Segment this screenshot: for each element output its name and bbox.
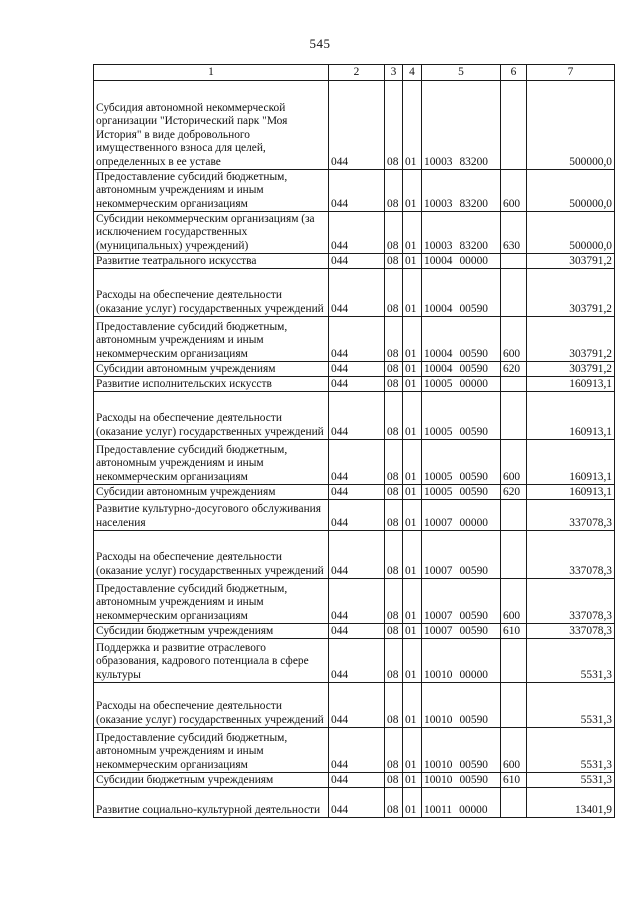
row-ministry-code: 044	[329, 728, 385, 773]
row-target-code-direction: 00000	[459, 377, 488, 390]
table-row	[94, 170, 615, 212]
row-target-code-program: 10007	[424, 516, 453, 529]
row-target-code-direction: 00000	[459, 668, 488, 681]
row-target-code	[422, 485, 501, 500]
row-target-code-program: 10005	[424, 377, 453, 390]
row-target-code	[422, 269, 501, 317]
row-section-code: 08	[385, 683, 403, 728]
row-target-code	[422, 170, 501, 212]
row-target-code	[422, 728, 501, 773]
row-target-code-program: 10004	[424, 347, 453, 360]
row-target-code-direction: 00000	[459, 254, 488, 267]
row-target-code-direction: 83200	[459, 197, 488, 210]
row-target-code-program: 10003	[424, 197, 453, 210]
row-amount: 160913,1	[527, 485, 615, 500]
row-amount: 303791,2	[527, 269, 615, 317]
row-expense-type-code: 620	[501, 485, 527, 500]
row-subsection-code: 01	[403, 212, 422, 254]
table-row	[94, 728, 615, 773]
row-name: Развитие театрального искусства	[94, 254, 329, 269]
row-expense-type-code	[501, 788, 527, 818]
row-amount: 500000,0	[527, 212, 615, 254]
row-section-code: 08	[385, 500, 403, 531]
row-ministry-code: 044	[329, 212, 385, 254]
row-section-code: 08	[385, 440, 403, 485]
row-name: Субсидии бюджетным учреждениям	[94, 773, 329, 788]
row-amount: 5531,3	[527, 728, 615, 773]
row-ministry-code: 044	[329, 788, 385, 818]
row-section-code: 08	[385, 81, 403, 170]
row-target-code-direction: 00590	[459, 758, 488, 771]
table-row	[94, 773, 615, 788]
column-header-4: 4	[403, 65, 422, 81]
row-target-code	[422, 639, 501, 683]
row-amount: 5531,3	[527, 639, 615, 683]
row-section-code: 08	[385, 392, 403, 440]
row-target-code-direction: 00590	[459, 347, 488, 360]
row-amount: 160913,1	[527, 440, 615, 485]
row-ministry-code: 044	[329, 81, 385, 170]
row-amount: 303791,2	[527, 254, 615, 269]
row-expense-type-code	[501, 639, 527, 683]
row-target-code-direction: 00590	[459, 773, 488, 786]
row-expense-type-code: 610	[501, 773, 527, 788]
row-target-code-program: 10003	[424, 155, 453, 168]
row-target-code-direction: 00000	[459, 803, 488, 816]
row-expense-type-code: 600	[501, 728, 527, 773]
budget-table	[93, 64, 615, 818]
row-subsection-code: 01	[403, 683, 422, 728]
row-subsection-code: 01	[403, 170, 422, 212]
row-section-code: 08	[385, 212, 403, 254]
row-subsection-code: 01	[403, 500, 422, 531]
row-target-code-direction: 00590	[459, 564, 488, 577]
row-section-code: 08	[385, 377, 403, 392]
row-amount: 303791,2	[527, 362, 615, 377]
row-target-code-direction: 00590	[459, 485, 488, 498]
row-section-code: 08	[385, 579, 403, 624]
row-expense-type-code	[501, 269, 527, 317]
column-header-2: 2	[329, 65, 385, 81]
row-target-code	[422, 624, 501, 639]
row-target-code-direction: 00590	[459, 470, 488, 483]
row-amount: 5531,3	[527, 683, 615, 728]
row-target-code-program: 10010	[424, 758, 453, 771]
row-section-code: 08	[385, 485, 403, 500]
row-name: Субсидии автономным учреждениям	[94, 485, 329, 500]
row-expense-type-code: 600	[501, 579, 527, 624]
row-target-code	[422, 317, 501, 362]
row-ministry-code: 044	[329, 317, 385, 362]
row-expense-type-code: 600	[501, 440, 527, 485]
row-target-code-program: 10007	[424, 564, 453, 577]
row-section-code: 08	[385, 269, 403, 317]
row-expense-type-code: 600	[501, 317, 527, 362]
row-target-code	[422, 254, 501, 269]
row-target-code-direction: 00590	[459, 609, 488, 622]
row-target-code-direction: 00590	[459, 624, 488, 637]
row-target-code	[422, 579, 501, 624]
row-target-code-direction: 83200	[459, 155, 488, 168]
table-row	[94, 212, 615, 254]
row-subsection-code: 01	[403, 531, 422, 579]
row-target-code-direction: 00590	[459, 302, 488, 315]
table-row	[94, 485, 615, 500]
row-expense-type-code	[501, 81, 527, 170]
row-target-code	[422, 81, 501, 170]
row-target-code-program: 10004	[424, 362, 453, 375]
row-target-code-direction: 83200	[459, 239, 488, 252]
row-subsection-code: 01	[403, 639, 422, 683]
row-amount: 13401,9	[527, 788, 615, 818]
row-subsection-code: 01	[403, 440, 422, 485]
row-name: Субсидии бюджетным учреждениям	[94, 624, 329, 639]
row-target-code-program: 10005	[424, 470, 453, 483]
table-row	[94, 788, 615, 818]
row-subsection-code: 01	[403, 81, 422, 170]
table-row	[94, 579, 615, 624]
row-name: Субсидия автономной некоммерческой организации "Исторический парк "Моя История" в виде добровольного имущественного взноса для целей, определенных в ее уставе	[94, 81, 329, 170]
row-expense-type-code	[501, 254, 527, 269]
row-name: Предоставление субсидий бюджетным, автономным учреждениям и иным некоммерческим организациям	[94, 170, 329, 212]
row-target-code-program: 10010	[424, 668, 453, 681]
row-ministry-code: 044	[329, 170, 385, 212]
row-expense-type-code	[501, 683, 527, 728]
row-name: Предоставление субсидий бюджетным, автономным учреждениям и иным некоммерческим организациям	[94, 317, 329, 362]
row-target-code-program: 10004	[424, 254, 453, 267]
row-section-code: 08	[385, 170, 403, 212]
row-subsection-code: 01	[403, 773, 422, 788]
row-name: Расходы на обеспечение деятельности (оказание услуг) государственных учреждений	[94, 531, 329, 579]
row-target-code	[422, 392, 501, 440]
row-expense-type-code	[501, 377, 527, 392]
row-expense-type-code	[501, 392, 527, 440]
row-section-code: 08	[385, 254, 403, 269]
row-section-code: 08	[385, 624, 403, 639]
row-amount: 500000,0	[527, 170, 615, 212]
row-target-code-program: 10010	[424, 773, 453, 786]
row-section-code: 08	[385, 531, 403, 579]
row-subsection-code: 01	[403, 579, 422, 624]
table-row	[94, 500, 615, 531]
row-ministry-code: 044	[329, 440, 385, 485]
row-target-code	[422, 531, 501, 579]
table-row	[94, 254, 615, 269]
row-name: Субсидии автономным учреждениям	[94, 362, 329, 377]
column-header-7: 7	[527, 65, 615, 81]
column-header-1: 1	[94, 65, 329, 81]
row-expense-type-code: 620	[501, 362, 527, 377]
row-section-code: 08	[385, 728, 403, 773]
row-ministry-code: 044	[329, 485, 385, 500]
row-name: Развитие исполнительских искусств	[94, 377, 329, 392]
row-name: Предоставление субсидий бюджетным, автономным учреждениям и иным некоммерческим организациям	[94, 728, 329, 773]
row-ministry-code: 044	[329, 531, 385, 579]
row-target-code	[422, 773, 501, 788]
row-ministry-code: 044	[329, 500, 385, 531]
row-amount: 337078,3	[527, 624, 615, 639]
row-target-code	[422, 362, 501, 377]
table-row	[94, 317, 615, 362]
row-target-code-program: 10003	[424, 239, 453, 252]
row-amount: 303791,2	[527, 317, 615, 362]
row-target-code-program: 10011	[424, 803, 453, 816]
table-row	[94, 269, 615, 317]
row-subsection-code: 01	[403, 624, 422, 639]
row-name: Предоставление субсидий бюджетным, автономным учреждениям и иным некоммерческим организациям	[94, 579, 329, 624]
row-ministry-code: 044	[329, 624, 385, 639]
row-ministry-code: 044	[329, 269, 385, 317]
row-section-code: 08	[385, 773, 403, 788]
row-expense-type-code: 610	[501, 624, 527, 639]
row-target-code	[422, 788, 501, 818]
table-row	[94, 81, 615, 170]
row-target-code	[422, 500, 501, 531]
row-amount: 160913,1	[527, 392, 615, 440]
row-target-code-direction: 00590	[459, 713, 488, 726]
row-name: Расходы на обеспечение деятельности (оказание услуг) государственных учреждений	[94, 392, 329, 440]
row-target-code	[422, 377, 501, 392]
table-row	[94, 683, 615, 728]
row-target-code-program: 10004	[424, 302, 453, 315]
row-name: Поддержка и развитие отраслевого образования, кадрового потенциала в сфере культуры	[94, 639, 329, 683]
row-subsection-code: 01	[403, 485, 422, 500]
row-subsection-code: 01	[403, 254, 422, 269]
row-target-code-program: 10007	[424, 609, 453, 622]
row-target-code-direction: 00590	[459, 362, 488, 375]
row-amount: 500000,0	[527, 81, 615, 170]
row-amount: 337078,3	[527, 500, 615, 531]
row-subsection-code: 01	[403, 269, 422, 317]
row-target-code-program: 10005	[424, 485, 453, 498]
row-amount: 160913,1	[527, 377, 615, 392]
row-expense-type-code: 630	[501, 212, 527, 254]
table-row	[94, 639, 615, 683]
row-target-code	[422, 212, 501, 254]
row-amount: 337078,3	[527, 531, 615, 579]
row-expense-type-code	[501, 531, 527, 579]
row-subsection-code: 01	[403, 788, 422, 818]
row-target-code-program: 10010	[424, 713, 453, 726]
row-ministry-code: 044	[329, 773, 385, 788]
table-row	[94, 531, 615, 579]
row-ministry-code: 044	[329, 392, 385, 440]
row-target-code-program: 10007	[424, 624, 453, 637]
row-name: Предоставление субсидий бюджетным, автономным учреждениям и иным некоммерческим организациям	[94, 440, 329, 485]
row-target-code-direction: 00000	[459, 516, 488, 529]
table-row	[94, 362, 615, 377]
row-subsection-code: 01	[403, 392, 422, 440]
row-expense-type-code	[501, 500, 527, 531]
row-target-code-program: 10005	[424, 425, 453, 438]
row-ministry-code: 044	[329, 683, 385, 728]
header-row	[94, 65, 615, 81]
row-name: Субсидии некоммерческим организациям (за исключением государственных (муниципальных) учреждений)	[94, 212, 329, 254]
row-subsection-code: 01	[403, 362, 422, 377]
row-name: Расходы на обеспечение деятельности (оказание услуг) государственных учреждений	[94, 269, 329, 317]
row-ministry-code: 044	[329, 377, 385, 392]
page-number: 545	[309, 36, 331, 51]
row-section-code: 08	[385, 362, 403, 377]
row-ministry-code: 044	[329, 579, 385, 624]
row-ministry-code: 044	[329, 639, 385, 683]
row-name: Развитие культурно-досугового обслуживания населения	[94, 500, 329, 531]
table-row	[94, 377, 615, 392]
row-section-code: 08	[385, 639, 403, 683]
row-section-code: 08	[385, 788, 403, 818]
row-target-code	[422, 683, 501, 728]
row-name: Расходы на обеспечение деятельности (оказание услуг) государственных учреждений	[94, 683, 329, 728]
row-target-code-direction: 00590	[459, 425, 488, 438]
column-header-6: 6	[501, 65, 527, 81]
row-expense-type-code: 600	[501, 170, 527, 212]
row-ministry-code: 044	[329, 362, 385, 377]
row-name: Развитие социально-культурной деятельности	[94, 788, 329, 818]
row-amount: 337078,3	[527, 579, 615, 624]
row-subsection-code: 01	[403, 377, 422, 392]
table-row	[94, 624, 615, 639]
row-subsection-code: 01	[403, 317, 422, 362]
table-row	[94, 440, 615, 485]
column-header-3: 3	[385, 65, 403, 81]
row-section-code: 08	[385, 317, 403, 362]
row-amount: 5531,3	[527, 773, 615, 788]
table-body	[94, 81, 615, 818]
row-subsection-code: 01	[403, 728, 422, 773]
column-header-5: 5	[422, 65, 501, 81]
table-row	[94, 392, 615, 440]
row-target-code	[422, 440, 501, 485]
row-ministry-code: 044	[329, 254, 385, 269]
